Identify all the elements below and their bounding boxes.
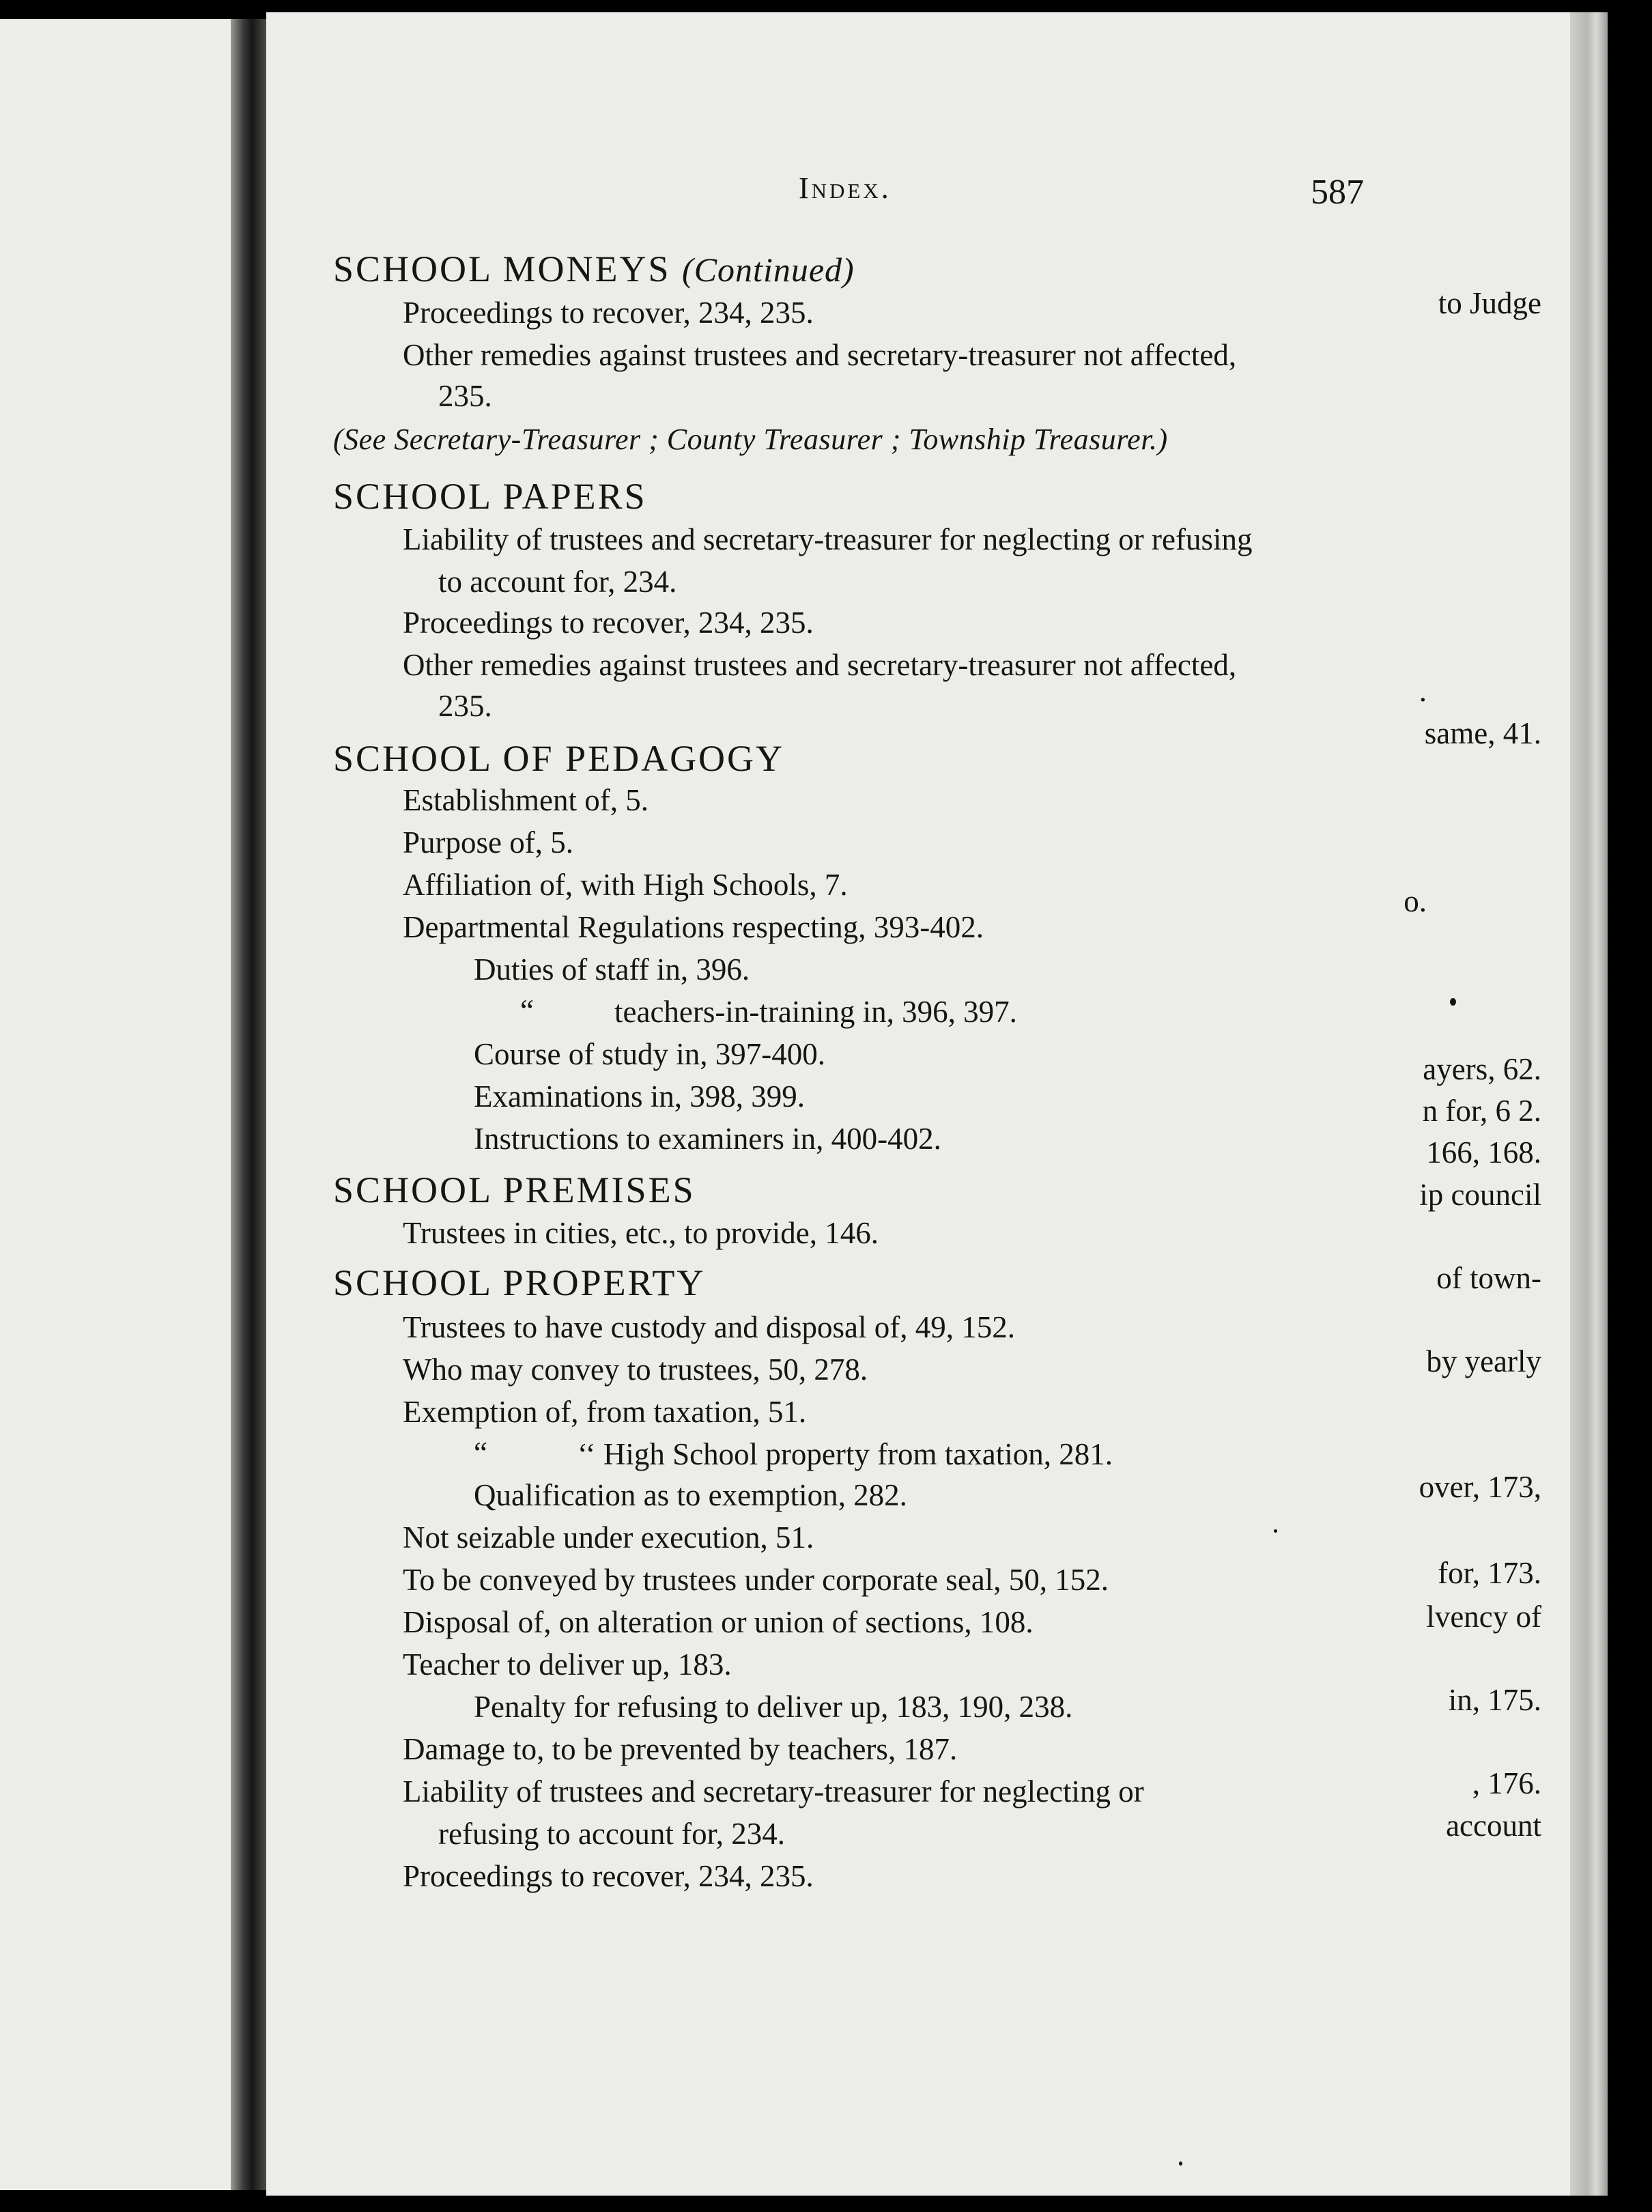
ditto-mark: “ — [520, 993, 534, 1027]
left-fragment: . — [1419, 674, 1427, 708]
index-entry: Proceedings to recover, 234, 235. — [403, 1859, 814, 1893]
index-entry-continuation: 235. — [438, 379, 492, 413]
left-fragment: ayers, 62. — [1423, 1052, 1541, 1086]
left-fragment: o. — [1404, 884, 1427, 918]
book-gutter — [231, 19, 266, 2190]
index-entry: Other remedies against trustees and secretary-treasurer not affected, — [403, 338, 1237, 372]
heading-text: SCHOOL MONEYS — [333, 249, 671, 289]
index-entry: Establishment of, 5. — [403, 783, 649, 817]
ditto-mark: “ — [474, 1436, 487, 1470]
left-fragment: n for, 6 2. — [1422, 1094, 1541, 1128]
left-fragment: of town- — [1436, 1261, 1541, 1295]
print-speck — [1179, 2161, 1182, 2166]
index-subentry: Qualification as to exemption, 282. — [474, 1478, 907, 1512]
index-entry: Liability of trustees and secretary-treasurer for neglecting or refusing — [403, 522, 1253, 556]
print-speck — [1450, 998, 1456, 1006]
left-fragment: by yearly — [1426, 1344, 1541, 1378]
left-fragment: lvency of — [1426, 1600, 1541, 1634]
page-number: 587 — [1311, 173, 1364, 212]
index-subentry: ‘‘ High School property from taxation, 281. — [578, 1437, 1113, 1471]
index-heading: SCHOOL OF PEDAGOGY — [333, 738, 785, 779]
index-entry: Proceedings to recover, 234, 235. — [403, 606, 814, 640]
index-heading: SCHOOL PAPERS — [333, 476, 647, 517]
index-entry: Damage to, to be prevented by teachers, 187. — [403, 1732, 958, 1766]
left-fragment: ip council — [1419, 1178, 1541, 1212]
index-entry: Other remedies against trustees and secretary-treasurer not affected, — [403, 648, 1237, 682]
index-entry: Proceedings to recover, 234, 235. — [403, 296, 814, 330]
left-fragment: account — [1446, 1809, 1541, 1843]
index-entry: Disposal of, on alteration or union of sections, 108. — [403, 1605, 1034, 1639]
index-entry: Liability of trustees and secretary-treasurer for neglecting or — [403, 1774, 1144, 1809]
index-entry-continuation: to account for, 234. — [438, 565, 677, 599]
index-entry: Not seizable under execution, 51. — [403, 1520, 814, 1555]
index-entry: Affiliation of, with High Schools, 7. — [403, 868, 848, 902]
index-entry: Who may convey to trustees, 50, 278. — [403, 1352, 868, 1387]
index-entry: Exemption of, from taxation, 51. — [403, 1395, 807, 1429]
left-fragment: over, 173, — [1419, 1470, 1541, 1504]
index-entry: Trustees in cities, etc., to provide, 146. — [403, 1216, 879, 1250]
left-fragment: , 176. — [1472, 1766, 1541, 1800]
print-speck — [1274, 1529, 1277, 1533]
index-entry: Purpose of, 5. — [403, 825, 573, 860]
index-heading: SCHOOL PROPERTY — [333, 1262, 706, 1303]
see-also-note: (See Secretary-Treasurer ; County Treasurer ; Township Treasurer.) — [333, 423, 1168, 456]
index-heading: SCHOOL PREMISES — [333, 1169, 696, 1210]
left-fragment: to Judge — [1438, 286, 1541, 320]
left-fragment: 166, 168. — [1426, 1135, 1541, 1169]
index-entry: To be conveyed by trustees under corporate seal, 50, 152. — [403, 1563, 1109, 1597]
index-entry: Teacher to deliver up, 183. — [403, 1647, 732, 1682]
index-subentry: Penalty for refusing to deliver up, 183, 190, 238. — [474, 1690, 1073, 1724]
index-subentry: Course of study in, 397-400. — [474, 1037, 825, 1071]
index-entry: Trustees to have custody and disposal of, 49, 152. — [403, 1310, 1016, 1344]
left-fragment: in, 175. — [1448, 1683, 1541, 1717]
facing-page — [0, 19, 247, 2190]
index-entry-continuation: refusing to account for, 234. — [438, 1817, 786, 1851]
page-edge — [1570, 12, 1608, 2196]
index-subentry: teachers-in-training in, 396, 397. — [614, 995, 1017, 1029]
index-subentry: Examinations in, 398, 399. — [474, 1079, 805, 1114]
index-subentry: Instructions to examiners in, 400-402. — [474, 1122, 941, 1156]
continued-label: (Continued) — [682, 251, 855, 289]
index-subentry: Duties of staff in, 396. — [474, 952, 750, 987]
index-entry-continuation: 235. — [438, 689, 492, 723]
left-fragment: for, 173. — [1438, 1556, 1541, 1590]
left-fragment: same, 41. — [1424, 716, 1541, 750]
index-entry: Departmental Regulations respecting, 393-402. — [403, 910, 984, 944]
index-heading — [333, 251, 855, 287]
running-head: Index. — [799, 171, 892, 205]
